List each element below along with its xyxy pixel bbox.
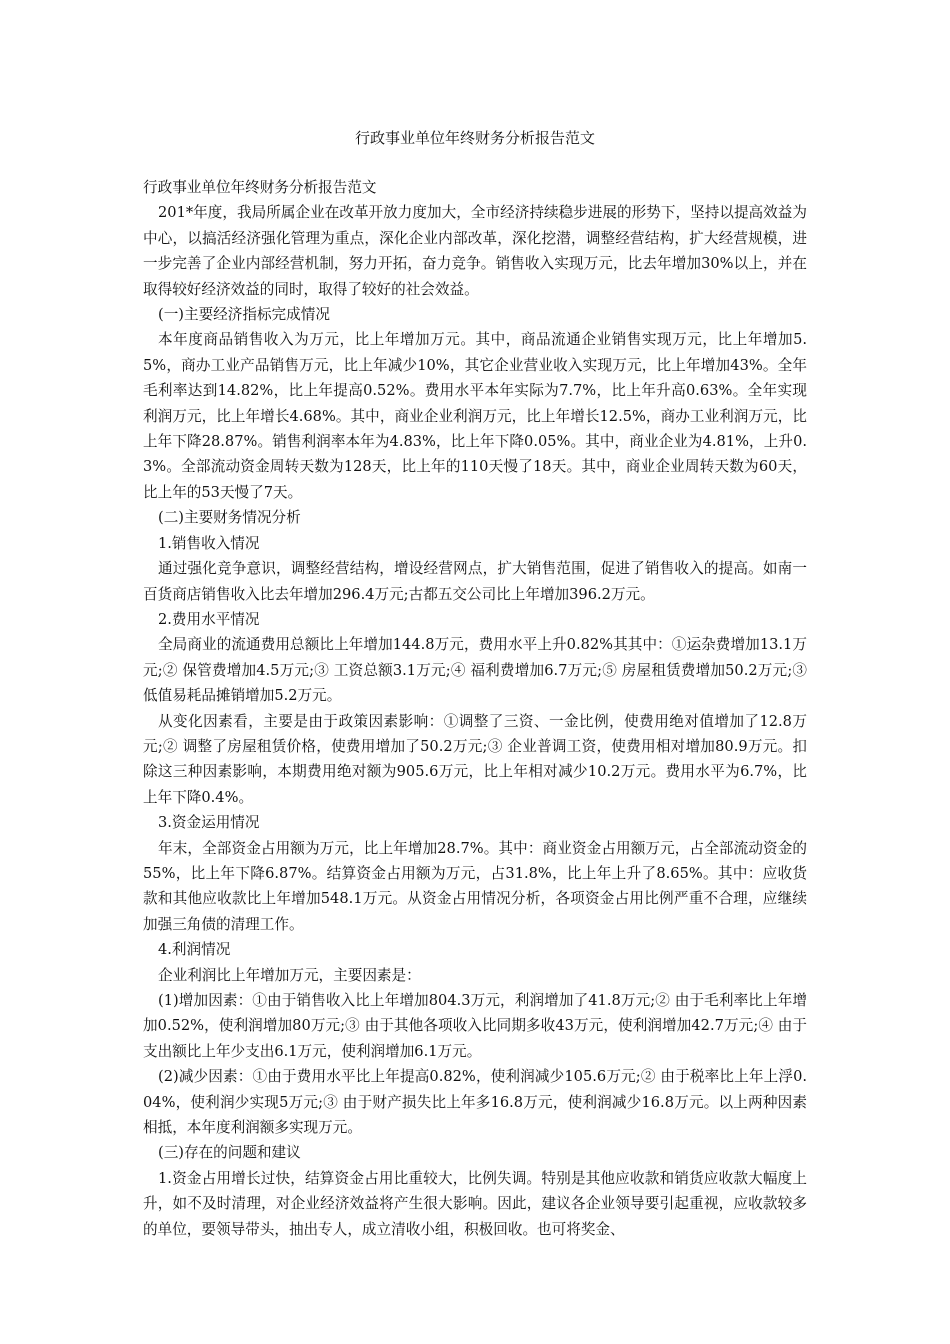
paragraph: 2.费用水平情况 bbox=[158, 610, 260, 628]
paragraph: 企业利润比上年增加万元，主要因素是： bbox=[158, 966, 421, 984]
document-body bbox=[143, 175, 807, 1242]
paragraph: 1.销售收入情况 bbox=[158, 534, 260, 552]
paragraph: 本年度商品销售收入为万元，比上年增加万元。其中，商品流通企业销售实现万元，比上年增加5.5%，商办工业产品销售万元，比上年减少10%，其它企业营业收入实现万元，比上年增加43%。全年毛利率达到14.82%，比上年提高0.52%。费用水平本年实际为7.7%，比上年升高0.63%。全年实现利润万元，比上年增长4.68%。其中，商业企业利润万元，比上年增长12.5%，商办工业利润万元，比上年下降28.87%。销售利润率本年为4.83%，比上年下降0.05%。其中，商业企业为4.81%，上升0.3%。全部流动资金周转天数为128天，比上年的110天慢了18天。其中，商业企业周转天数为60天，比上年的53天慢了7天。 bbox=[143, 331, 807, 501]
document-title: 行政事业单位年终财务分析报告范文 bbox=[354, 129, 595, 147]
paragraph: 通过强化竞争意识，调整经营结构，增设经营网点，扩大销售范围，促进了销售收入的提高。如南一百货商店销售收入比去年增加296.4万元;古都五交公司比上年增加396.2万元。 bbox=[143, 560, 807, 603]
paragraph: 从变化因素看，主要是由于政策因素影响：①调整了三资、一金比例，使费用绝对值增加了12.8万元;② 调整了房屋租赁价格，使费用增加了50.2万元;③ 企业普调工资，使费用相对增加80.9万元。扣除这三种因素影响，本期费用绝对额为905.6万元，比上年相对减少10.2万元。费用水平为6.7%，比上年下降0.4%。 bbox=[143, 712, 807, 806]
paragraph: (二)主要财务情况分析 bbox=[158, 509, 301, 527]
paragraph: (三)存在的问题和建议 bbox=[158, 1144, 301, 1162]
paragraph: (一)主要经济指标完成情况 bbox=[158, 306, 330, 324]
paragraph: 年末，全部资金占用额为万元，比上年增加28.7%。其中：商业资金占用额万元，占全部流动资金的55%，比上年下降6.87%。结算资金占用额为万元，占31.8%，比上年上升了8.65%。其中：应收货款和其他应收款比上年增加548.1万元。从资金占用情况分析，各项资金占用比例严重不合理，应继续加强三角债的清理工作。 bbox=[143, 839, 807, 933]
paragraph: (1)增加因素：①由于销售收入比上年增加804.3万元，利润增加了41.8万元;② 由于毛利率比上年增加0.52%，使利润增加80万元;③ 由于其他各项收入比同期多收43万元，使利润增加42.7万元;④ 由于支出额比上年少支出6.1万元，使利润增加6.1万元。 bbox=[143, 992, 807, 1060]
paragraph: 1.资金占用增长过快，结算资金占用比重较大，比例失调。特别是其他应收款和销货应收款大幅度上升，如不及时清理，对企业经济效益将产生很大影响。因此，建议各企业领导要引起重视，应收款较多的单位，要领导带头，抽出专人，成立清收小组，积极回收。也可将奖金、 bbox=[143, 1169, 807, 1238]
paragraph: (2)减少因素：①由于费用水平比上年提高0.82%，使利润减少105.6万元;② 由于税率比上年上浮0.04%，使利润少实现5万元;③ 由于财产损失比上年多16.8万元，使利润减少16.8万元。以上两种因素相抵，本年度利润额多实现万元。 bbox=[143, 1068, 807, 1137]
paragraph: 行政事业单位年终财务分析报告范文 bbox=[143, 179, 377, 196]
paragraph: 4.利润情况 bbox=[158, 941, 231, 959]
paragraph: 全局商业的流通费用总额比上年增加144.8万元，费用水平上升0.82%其其中：①运杂费增加13.1万元;② 保管费增加4.5万元;③ 工资总额3.1万元;④ 福利费增加6.7万元;⑤ 房屋租赁费增加50.2万元;③ 低值易耗品摊销增加5.2万元。 bbox=[143, 636, 807, 705]
paragraph: 3.资金运用情况 bbox=[158, 814, 260, 832]
paragraph: 201*年度，我局所属企业在改革开放力度加大，全市经济持续稳步进展的形势下，坚持以提高效益为中心，以搞活经济强化管理为重点，深化企业内部改革，深化挖潜，调整经营结构，扩大经营规模，进一步完善了企业内部经营机制，努力开拓，奋力竞争。销售收入实现万元，比去年增加30%以上，并在取得较好经济效益的同时，取得了较好的社会效益。 bbox=[143, 204, 807, 298]
